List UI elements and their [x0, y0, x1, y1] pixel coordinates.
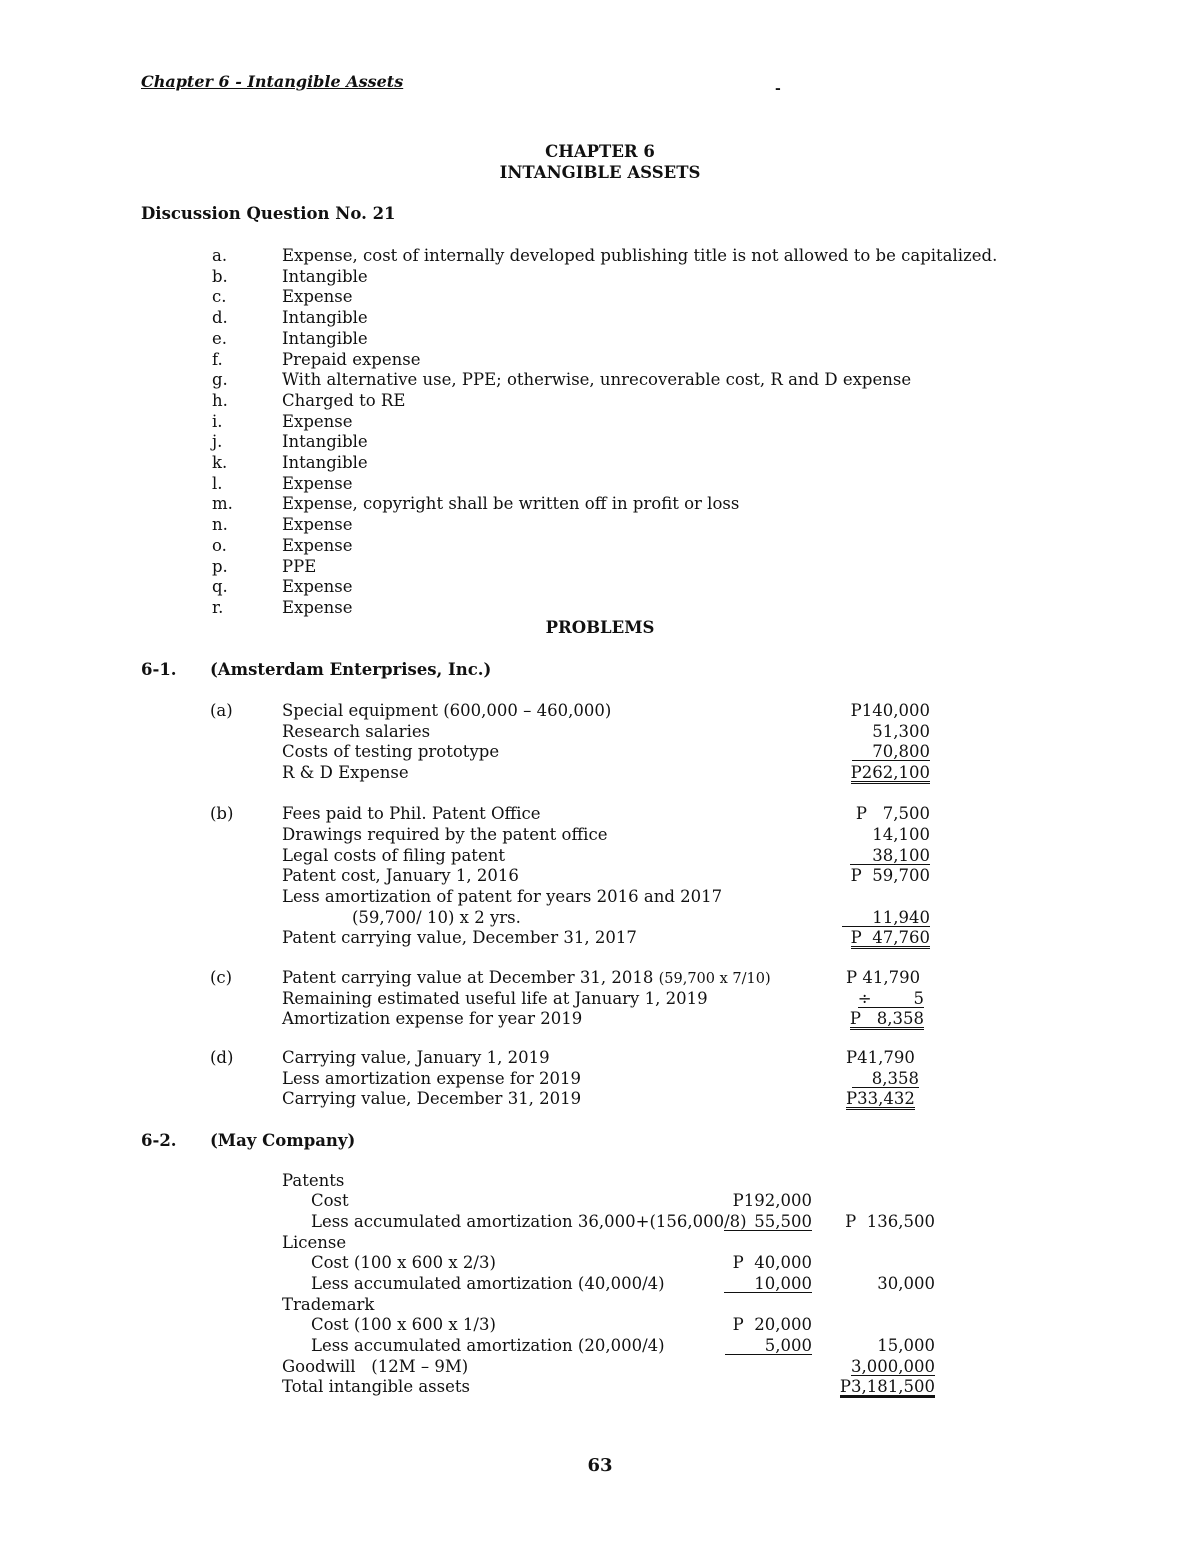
line-amount: P 20,000	[732, 1315, 812, 1334]
list-item-letter: d.	[212, 308, 228, 327]
total-amount: P 8,358	[849, 1009, 924, 1028]
list-item-text: Intangible	[282, 267, 368, 286]
list-item-text: Expense	[282, 515, 353, 534]
list-item-letter: h.	[212, 391, 228, 410]
line-text: Patent carrying value, December 31, 2017	[282, 928, 637, 947]
part-label: (b)	[210, 804, 234, 823]
list-item-text: Prepaid expense	[282, 350, 421, 369]
line-amount: 5,000	[700, 1336, 812, 1356]
line-amount: P 7,500	[855, 804, 930, 823]
line-amount: P 59,700	[850, 866, 930, 885]
line-amount: P41,790	[846, 1048, 915, 1067]
list-item-text: Expense, copyright shall be written off in profit or loss	[282, 494, 740, 513]
list-item-letter: j.	[212, 432, 223, 451]
line-amount: P140,000	[850, 701, 930, 720]
list-item-text: Expense	[282, 474, 353, 493]
part-label: (a)	[210, 701, 233, 720]
total-amount: P262,100	[850, 763, 930, 782]
line-amount: P 40,000	[732, 1253, 812, 1272]
list-item-text: Charged to RE	[282, 391, 406, 410]
list-item-text: Expense	[282, 577, 353, 596]
list-item-letter: o.	[212, 536, 227, 555]
list-item-text: Intangible	[282, 432, 368, 451]
line-text-total: Total intangible assets	[282, 1377, 470, 1396]
line-note: (59,700 x 7/10)	[658, 971, 771, 987]
line-text: Remaining estimated useful life at January 1, 2019	[282, 989, 708, 1008]
line-amount: 10,000	[700, 1274, 812, 1294]
list-item-letter: n.	[212, 515, 228, 534]
line-text: Less amortization expense for 2019	[282, 1069, 582, 1088]
section-label-trademark: Trademark	[282, 1295, 375, 1314]
line-text: Carrying value, December 31, 2019	[282, 1089, 582, 1108]
section-label-license: License	[282, 1233, 347, 1252]
problem-number: 6-1.	[141, 660, 177, 679]
line-text: Legal costs of filing patent	[282, 846, 505, 865]
line-text: Patent cost, January 1, 2016	[282, 866, 519, 885]
line-text: Fees paid to Phil. Patent Office	[282, 804, 541, 823]
list-item-letter: e.	[212, 329, 228, 348]
chapter-subtitle: INTANGIBLE ASSETS	[499, 163, 701, 182]
list-item-text: Expense, cost of internally developed publishing title is not allowed to be capitalized.	[282, 246, 998, 265]
list-item-letter: r.	[212, 598, 224, 617]
list-item-text: Intangible	[282, 453, 368, 472]
line-amount: 51,300	[872, 722, 930, 741]
line-amount: 8,358	[846, 1069, 919, 1089]
problem-title: (May Company)	[210, 1131, 356, 1150]
list-item-text: Expense	[282, 287, 353, 306]
list-item-letter: c.	[212, 287, 227, 306]
line-amount: P 41,790	[846, 968, 921, 987]
line-net-amount: 30,000	[877, 1274, 935, 1293]
total-amount: P3,181,500	[839, 1377, 935, 1396]
line-text: (59,700/ 10) x 2 yrs.	[352, 908, 521, 927]
line-text: Research salaries	[282, 722, 431, 741]
line-amount: 11,940	[780, 908, 930, 928]
list-item-text: Intangible	[282, 329, 368, 348]
line-amount: 55,500	[700, 1212, 812, 1232]
line-amount: 70,800	[780, 742, 930, 762]
problems-heading: PROBLEMS	[545, 618, 655, 637]
line-text-goodwill: Goodwill (12M – 9M)	[282, 1357, 469, 1376]
list-item-text: PPE	[282, 557, 317, 576]
line-text: Less amortization of patent for years 2016 and 2017	[282, 887, 723, 906]
line-text: Cost (100 x 600 x 1/3)	[311, 1315, 496, 1334]
line-text: Carrying value, January 1, 2019	[282, 1048, 550, 1067]
list-item-letter: l.	[212, 474, 223, 493]
line-amount: ÷ 5	[857, 989, 924, 1008]
list-item-letter: b.	[212, 267, 228, 286]
running-header: Chapter 6 - Intangible Assets	[141, 72, 404, 91]
line-amount: 38,100	[780, 846, 930, 866]
total-amount: P 47,760	[850, 928, 930, 947]
line-text: Amortization expense for year 2019	[282, 1009, 583, 1028]
part-label: (d)	[210, 1048, 234, 1067]
problem-title: (Amsterdam Enterprises, Inc.)	[210, 660, 492, 679]
line-net-amount: P 136,500	[845, 1212, 935, 1231]
list-item-text: Expense	[282, 598, 353, 617]
problem-number: 6-2.	[141, 1131, 177, 1150]
line-text: Costs of testing prototype	[282, 742, 500, 761]
line-text: Special equipment (600,000 – 460,000)	[282, 701, 612, 720]
line-text: Cost (100 x 600 x 2/3)	[311, 1253, 496, 1272]
section-label-patents: Patents	[282, 1171, 345, 1190]
list-item-letter: g.	[212, 370, 228, 389]
list-item-text: With alternative use, PPE; otherwise, unrecoverable cost, R and D expense	[282, 370, 912, 389]
part-label: (c)	[210, 968, 233, 987]
line-amount: 14,100	[872, 825, 930, 844]
list-item-letter: i.	[212, 412, 223, 431]
list-item-letter: f.	[212, 350, 223, 369]
page-number: 63	[587, 1455, 613, 1476]
line-net-amount: 15,000	[877, 1336, 935, 1355]
line-text: Drawings required by the patent office	[282, 825, 608, 844]
line-text: Less accumulated amortization 36,000+(156,000/8)	[311, 1212, 747, 1231]
line-text: Cost	[311, 1191, 349, 1210]
chapter-title: CHAPTER 6	[545, 142, 655, 161]
line-text: R & D Expense	[282, 763, 409, 782]
header-dash: -	[775, 81, 781, 97]
discussion-heading: Discussion Question No. 21	[141, 204, 396, 223]
list-item-text: Intangible	[282, 308, 368, 327]
line-text: Patent carrying value at December 31, 2018 (59,700 x 7/10)	[282, 968, 771, 987]
list-item-text: Expense	[282, 412, 353, 431]
line-amount: P192,000	[732, 1191, 812, 1210]
line-text: Less accumulated amortization (40,000/4)	[311, 1274, 665, 1293]
line-net-amount: 3,000,000	[851, 1357, 935, 1376]
list-item-letter: m.	[212, 494, 233, 513]
list-item-text: Expense	[282, 536, 353, 555]
list-item-letter: q.	[212, 577, 228, 596]
list-item-letter: p.	[212, 557, 228, 576]
total-amount: P33,432	[846, 1089, 915, 1108]
line-text: Less accumulated amortization (20,000/4)	[311, 1336, 665, 1355]
list-item-letter: a.	[212, 246, 228, 265]
list-item-letter: k.	[212, 453, 228, 472]
